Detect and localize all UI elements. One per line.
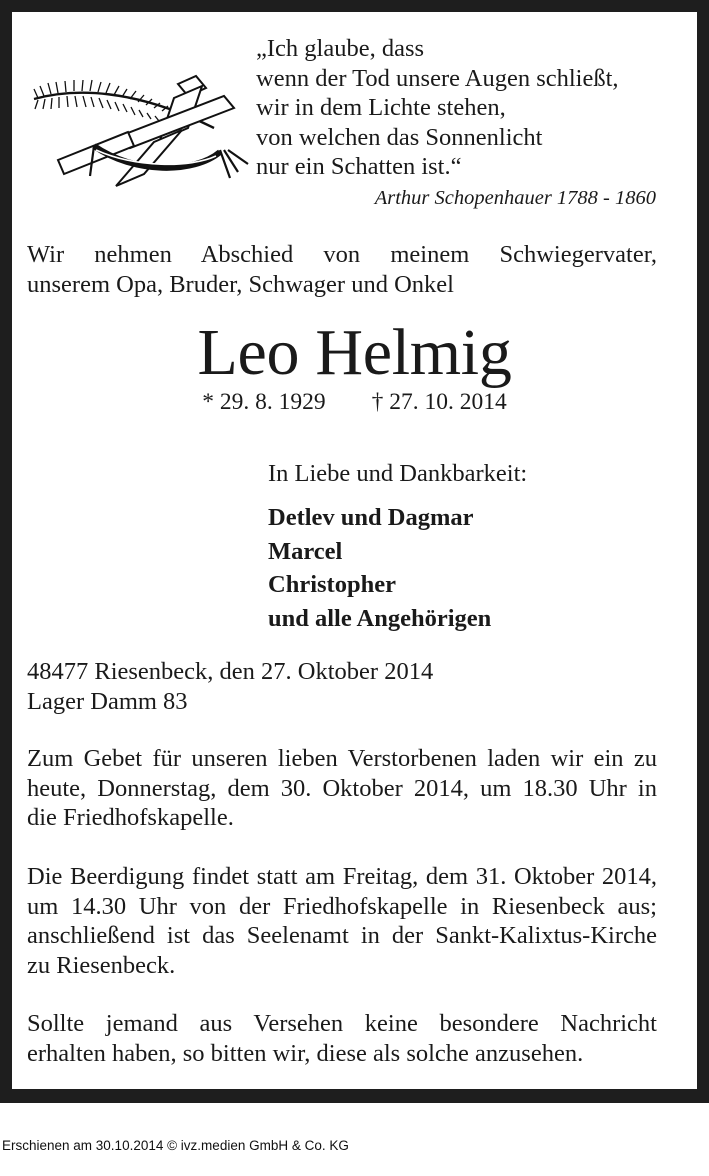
birth-date: * 29. 8. 1929 <box>202 389 326 415</box>
funeral-paragraph <box>27 862 657 980</box>
quote-block <box>256 34 672 212</box>
quote-line: nur ein Schatten ist.“ <box>256 153 462 180</box>
funeral-line: zu Riesenbeck. <box>27 951 176 979</box>
family-member: und alle Angehörigen <box>268 604 492 632</box>
family-member: Detlev und Dagmar <box>268 504 474 531</box>
address-block <box>27 657 657 716</box>
funeral-line: Die Beerdigung findet statt am Freitag, dem 31. Oktober 2014, <box>27 863 657 890</box>
quote-line: wenn der Tod unsere Augen schließt, <box>256 64 619 92</box>
intro-text <box>27 240 657 299</box>
family-member: Christopher <box>268 571 396 598</box>
family-member: Marcel <box>268 537 343 565</box>
life-dates <box>12 388 697 416</box>
quote-line: wir in dem Lichte stehen, <box>256 94 506 121</box>
prayer-line: Zum Gebet für unseren lieben Verstorbenen laden wir ein zu <box>27 745 657 772</box>
prayer-line: heute, Donnerstag, dem 30. Oktober 2014, um 18.30 Uhr in <box>27 774 657 802</box>
death-date: † 27. 10. 2014 <box>371 389 507 415</box>
prayer-paragraph <box>27 744 657 833</box>
address-line: 48477 Riesenbeck, den 27. Oktober 2014 <box>27 658 434 685</box>
quote-author: Arthur Schopenhauer 1788 - 1860 <box>374 186 656 209</box>
publication-footer: Erschienen am 30.10.2014 © ivz.medien GmbH & Co. KG <box>2 1138 349 1153</box>
funeral-line: anschließend ist das Seelenamt in der Sankt-Kalixtus-Kirche <box>27 922 657 949</box>
quote-line: „Ich glaube, dass <box>256 35 425 62</box>
address-line: Lager Damm 83 <box>27 687 188 715</box>
quote-line: von welchen das Sonnenlicht <box>256 123 543 151</box>
prayer-line: die Friedhofskapelle. <box>27 804 234 831</box>
notice-line: Sollte jemand aus Versehen keine besondere Nachricht <box>27 1010 657 1037</box>
notice-paragraph <box>27 1009 657 1068</box>
family-block <box>268 459 688 635</box>
funeral-line: um 14.30 Uhr von der Friedhofskapelle in Riesenbeck aus; <box>27 892 657 920</box>
intro-line: unserem Opa, Bruder, Schwager und Onkel <box>27 270 454 298</box>
deceased-name: Leo Helmig <box>197 316 512 389</box>
intro-line: Wir nehmen Abschied von meinem Schwiegervater, <box>27 241 657 268</box>
family-intro: In Liebe und Dankbarkeit: <box>268 460 528 487</box>
cross-with-palm-branch-icon <box>24 66 256 190</box>
notice-line: erhalten haben, so bitten wir, diese als solche anzusehen. <box>27 1039 584 1067</box>
